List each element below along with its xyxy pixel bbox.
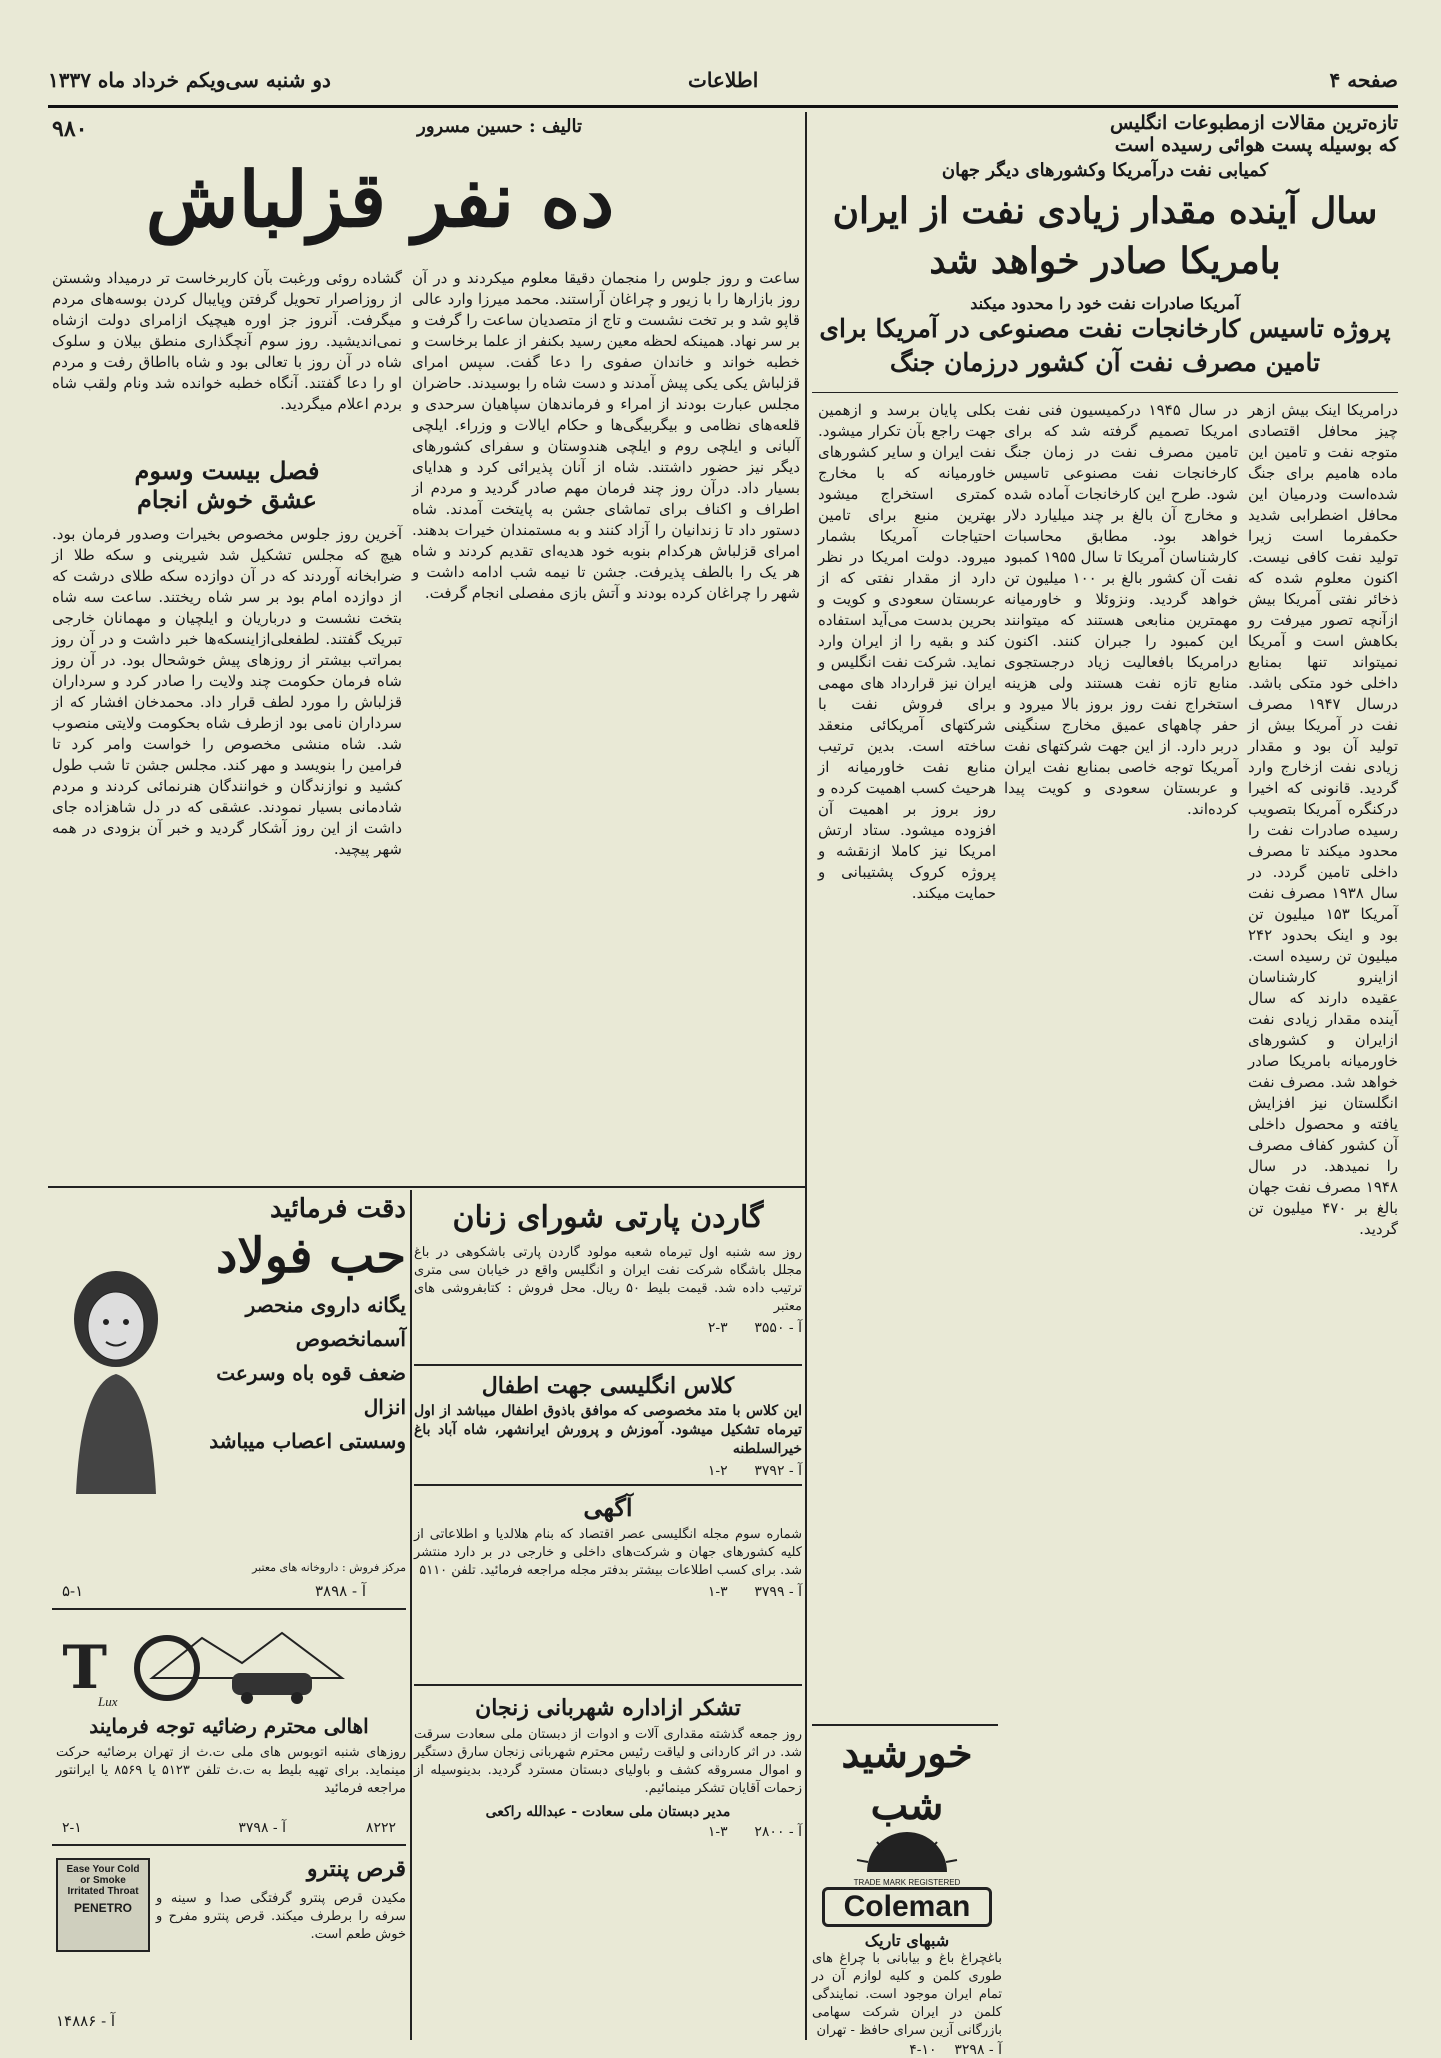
coleman-body: باغچراغ باغ و بیابانی با چراغ های طوری کلمن و کلیه لوازم آن در تمام ایران موجود است. نمایندگی کلمن در ایران شرکت سهامی بازرگانی آزین سرای حافظ - تهران xyxy=(812,1951,1002,2038)
kicker-line-2: که بوسیله پست هوائی رسیده است xyxy=(1114,134,1398,156)
pill-ad-footer: مرکز فروش : داروخانه های معتبر xyxy=(252,1561,406,1574)
tc-title: اهالی محترم رضائیه توجه فرمایند xyxy=(89,1714,369,1738)
ad-divider xyxy=(414,1684,802,1686)
story-column-right: ساعت و روز جلوس را منجمان دقیقا معلوم میکردند و در آن روز بازارها را با زیور و چراغان آراستند. محمد میرزا وارد عالی قاپو شد و بر تخت نشست و تاج از متصدیان ساعت را گرفت و بر سر نهاد. همینکه لحظه معین رسید بکنفر از علما برخاست و خطبه خواند و خاندان صفوی را دعا گفت. سپس امرای قزلباش یکی یکی پیش آمدند و دست شاه را بوسیدند. حاضران مجلس عبارت بودند از امراء و فرماندهان سپاهیان سرحدی و قلعه‌های نظامی و بیگربیگی‌ها و حکام ایالات و وزراء. ایلچی آلبانی و ایلچی روم و ایلچی هندوستان و سفرای کشورهای دیگر نیز حضور داشتند. شاه از آنان پذیرائی کرد و هدایای بسیار داد. درآن روز چند فرمان مهم صادر گردید و مردم از اطراف و اکناف برای تماشای جشن به پایتخت آمدند. شاه دستور داد تا زندانیان را آزاد کنند و به مستمندان خیرات بدهند. امرای قزلباش هرکدام بنوبه خود هدیه‌ای تقدیم کردند و شاه هر یک را بالطف پذیرفت. جشن تا نیمه شب ادامه داشت و شهر را چراغان کرده بودند و آتش بازی مفصلی انجام گرفت. xyxy=(412,269,800,602)
tc-bus-ad xyxy=(52,1614,406,1840)
article-column-1: درامریکا اینک بیش ازهر چیز محافل اقتصادی متوجه نفت و تامین این ماده هامیم برای جنگ شده‌است ودرمیان این محافل اضطرابی شدید حکمفرما است زیرا تولید نفت کافی نیست. اکنون معلوم شده که ذخائر نفتی آمریکا بیش ازآنچه تصور میرفت رو بکاهش است و آمریکا نمیتواند تنها بمنابع داخلی خود متکی باشد. درسال ۱۹۴۷ مصرف نفت در آمریکا بیش از تولید آن بود و مقدار زیادی نفت ازخارج وارد گردید. قانونی که اخیرا درکنگره آمریکا بتصویب رسیده صادرات نفت را محدود میکند تا مصرف داخلی تامین گردد. در سال ۱۹۳۸ مصرف نفت آمریکا ۱۵۳ میلیون تن بود و اینک بحدود ۲۴۲ میلیون تن رسیده است. ازاینرو کارشناسان عقیده دارند که سال آینده مقدار زیادی نفت ازایران و کشورهای خاورمیانه بامریکا صادر خواهد شد. مصرف نفت انگلستان نیز افزایش یافته و محصول داخلی آن کشور کفاف مصرف را نمیدهد. در سال ۱۹۴۸ مصرف نفت جهان بالغ بر ۴۷۰ میلیون تن گردید. xyxy=(1248,401,1399,1238)
svg-text:T: T xyxy=(62,1633,107,1703)
garden-party-ref: آ - ۳۵۵۰ xyxy=(754,1320,802,1336)
sunburst-icon xyxy=(812,1834,1002,1878)
notice-ad xyxy=(414,1490,802,1682)
ad-divider xyxy=(52,1844,406,1846)
column-divider xyxy=(410,1190,412,2040)
headline-line-2: بامریکا صادر خواهد شد xyxy=(929,240,1281,282)
deck-line-3: تامین مصرف نفت آن کشور درزمان جنگ xyxy=(889,348,1321,377)
pill-ad-ref: آ - ۳۸۹۸ xyxy=(314,1582,366,1600)
ad-divider xyxy=(52,1608,406,1610)
notice-ref: آ - ۳۷۹۹ xyxy=(754,1584,802,1600)
deck-line-2: پروژه تاسیس کارخانجات نفت مصنوعی در آمریکا برای xyxy=(819,314,1391,343)
english-class-body: این کلاس با متد مخصوصی که موافق باذوق اطفال میباشد از اول تیرماه تشکیل میشود. آموزش و پرورش ایرانشهر، شاه آباد باغ خیرالسلطنه xyxy=(414,1403,802,1457)
tc-brand: Lux xyxy=(98,1694,118,1709)
article-headline xyxy=(812,186,1398,296)
thanks-title: تشکر ازاداره شهربانی زنجان xyxy=(475,1695,741,1721)
section-title: فصل بیست وسوم xyxy=(134,456,320,485)
paper-name: اطلاعات xyxy=(688,68,759,92)
section-subtitle: عشق خوش انجام xyxy=(137,485,317,514)
page-header xyxy=(48,60,1398,108)
story-number: ۹۸۰ xyxy=(52,116,88,142)
story-title xyxy=(100,150,660,260)
thanks-ad xyxy=(414,1690,802,2040)
garden-party-ref-line xyxy=(414,1320,802,1336)
english-class-code: ۲-۱ xyxy=(707,1463,728,1479)
coleman-subtitle: شبهای تاریک xyxy=(864,1931,950,1950)
pill-ad-line-2: ضعف قوه باه وسرعت انزال xyxy=(216,1361,406,1419)
english-class-ref: آ - ۳۷۹۲ xyxy=(754,1463,802,1479)
pill-ad-line-3: وسستی اعصاب میباشد xyxy=(209,1429,406,1453)
article-column-2: در سال ۱۹۴۵ درکمیسیون فنی نفت امریکا تصمیم گرفته شد که برای تامین مصرف نفت در زمان جنگ کارخانجات نفت مصنوعی تاسیس شود. طرح این کارخانجات آماده شده و مخارج آن بالغ بر چند میلیارد دلار خواهد بود. مطابق محاسبات کارشناسان آمریکا تا سال ۱۹۵۵ کمبود نفت آن کشور بالغ بر ۱۰۰ میلیون تن خواهد گردید. ونزوئلا و خاورمیانه مهمترین منابعی هستند که میتوانند این کمبود را جبران کنند. اکنون درامریکا بافعالیت زیاد درجستجوی منابع تازه نفت هستند ولی هزینه استخراج نفت روز بروز بالا میرود و حفر چاههای عمیق مخارج سنگینی دربر دارد. از این جهت شرکتهای نفت آمریکا توجه خاصی بمنابع نفت ایران و عربستان سعودی و کویت پیدا کرده‌اند. xyxy=(1004,401,1238,818)
tc-body: روزهای شنبه اتوبوس های ملی ت.ث از تهران برضائیه حرکت مینماید. برای تهیه بلیط به ت.ث تلفن ۵۱۲۳ یا ۸۵۶۹ یا ایرانتور مراجعه فرمائید xyxy=(56,1745,406,1796)
subkicker-text: کمیابی نفت درآمریکا وکشورهای دیگر جهان xyxy=(941,160,1269,181)
tc-logo-illustration xyxy=(62,1618,372,1708)
story-byline xyxy=(52,112,802,148)
coleman-logo: Coleman xyxy=(822,1887,992,1927)
coleman-ref-line xyxy=(812,2042,1002,2058)
kicker-line-1: تازه‌ترین مقالات ازمطبوعات انگلیس xyxy=(1110,112,1398,134)
story-author: تالیف : حسین مسرور xyxy=(417,116,582,137)
notice-body: شماره سوم مجله انگلیسی عصر اقتصاد که بنام هلالدیا و اطلاعاتی از کلیه کشورهای جهان و شرکت‌های داخلی و خارجی در بر دارد منتشر شد. برای کسب اطلاعات بیشتر بدفتر مجله مراجعه فرمائید. تلفن ۵۱۱۰ xyxy=(414,1527,802,1578)
garden-party-body: روز سه شنبه اول تیرماه شعبه مولود گاردن پارتی باشکوهی در باغ مجلل باشگاه شرکت نفت ایران و انگلیس واقع در خیابان سی متری ترتیب داده شد. قیمت بلیط ۵۰ ریال. محل فروش : کتابفروشی های معتبر xyxy=(414,1245,802,1314)
english-class-ad xyxy=(414,1370,802,1482)
thanks-signature: مدیر دبستان ملی سعادت - عبدالله راکعی xyxy=(485,1804,731,1820)
article-column-3: بکلی پایان برسد و ازهمین جهت راجع بآن تکرار میشود. نفت ایران و سایر کشورهای خاورمیانه که با مخارج کمتری استخراج میشود بهترین منبع برای تامین احتیاجات آمریکا بشمار میرود. دولت امریکا در نظر دارد از مقدار نفتی که از عربستان سعودی و کویت و بحرین بدست می‌آید استفاده کند و بقیه را از ایران وارد نماید. شرکت نفت انگلیس و ایران نیز قرارداد های مهمی برای فروش نفت با شرکتهای آمریکائی منعقد ساخته است. بدین ترتیب منابع نفت خاورمیانه از هرحیث کسب اهمیت کرده و روز بروز بر اهمیت آن افزوده میشود. ستاد ارتش امریکا نیز کاملا ازنقشه و پروژه کروک پشتیبانی و حمایت میکند. xyxy=(818,401,996,902)
tc-code: ۲-۱ xyxy=(62,1820,82,1836)
pill-ad-code: ۵-۱ xyxy=(62,1582,84,1600)
notice-title: آگهی xyxy=(583,1493,633,1522)
woman-portrait-illustration xyxy=(56,1264,176,1494)
deck-line-1: آمریکا صادرات نفت خود را محدود میکند xyxy=(970,294,1240,313)
throat-ref: آ - ۱۴۸۸۶ xyxy=(56,2012,116,2030)
thanks-ref-line xyxy=(414,1824,802,1840)
pill-ad-line-1: یگانه داروی منحصر آسمانخصوص xyxy=(245,1293,406,1351)
penetro-package-illustration xyxy=(56,1858,150,1952)
garden-party-title: گاردن پارتی شورای زنان xyxy=(452,1200,764,1235)
column-divider xyxy=(805,112,807,2040)
issue-date: دو شنبه سی‌ویکم خرداد ماه ۱۳۳۷ xyxy=(48,68,331,92)
thanks-code: ۳-۱ xyxy=(707,1824,728,1840)
coleman-tagline: TRADE MARK REGISTERED xyxy=(853,1878,961,1887)
coleman-ref: آ - ۳۲۹۸ xyxy=(954,2042,1002,2058)
english-class-ref-line xyxy=(414,1463,802,1479)
page-number: صفحه ۴ xyxy=(1329,68,1398,92)
story-column-left xyxy=(52,268,402,1178)
penetro-package-brand: PENETRO xyxy=(73,1901,132,1915)
story-column-left-top: گشاده روئی ورغبت بآن کاربرخاست تر درمیداد وشستن از روزاصرار تحویل گرفتن وپایبال کردن بوسه‌های مردم میگرفت. آنروز جز اوره هیچیک ازامرای دولت ازشاه نمی‌اندیشید. روز سوم آنچگذاری منطق بیلان و سلوک شاه در آن روز با تعالی بود و شاه بااطاق رفت و مردم او را دعا گفتند. آنگاه خطبه خوانده شد ونام ولقب شاه بردم اعلام میگردید. xyxy=(52,269,402,413)
coleman-code: ۱۰-۴ xyxy=(909,2042,937,2058)
notice-ref-line xyxy=(414,1584,802,1600)
story-title-text: ده نفر قزلباش xyxy=(145,155,615,244)
ad-divider xyxy=(414,1484,802,1486)
pill-ad-title: حب فولاد xyxy=(215,1228,406,1284)
section-divider xyxy=(48,1186,805,1188)
garden-party-ad xyxy=(414,1192,802,1362)
coleman-ad xyxy=(812,1728,1002,2058)
garden-party-code: ۳-۲ xyxy=(707,1320,728,1336)
tc-ref: آ - ۳۷۹۸ xyxy=(238,1820,286,1836)
deck-divider xyxy=(812,392,1398,393)
coleman-title: خورشید شب xyxy=(841,1730,973,1829)
thanks-ref: آ - ۲۸۰۰ xyxy=(754,1824,802,1840)
penetro-package-text: Ease Your Cold or Smoke Irritated Throat xyxy=(66,1864,140,1897)
throat-lozenge-ad xyxy=(52,1850,406,2040)
thanks-body: روز جمعه گذشته مقداری آلات و ادوات از دبستان ملی سعادت سرقت شد. در اثر کاردانی و لیاقت رئیس محترم شهربانی زنجان سارق دستگیر و اموال مسروقه کشف و باولیای دبستان مسترد گردید. بدینوسیله از زحمات آقایان تشکر مینمائیم. xyxy=(414,1727,802,1796)
story-column-left-bottom: آخرین روز جلوس مخصوص بخیرات وصدور فرمان بود. هیچ که مجلس تشکیل شد شیرینی و سکه طلا از ضرابخانه آوردند که در آن دوازده سکه طلای درشت که از دوازده امام بود بر سر شاه ریختند. ساعت سه شاه بتخت نشست و درباریان و ایلچیان و مهمانان خارجی تبریک گفتند. لطفعلی‌ازاینسکه‌ها خبر داشت و در آن روز بمراتب بیشتر از روزهای پیش خوشحال بود. در آن روز شاه فرمان حکومت چند ولایت را صادر کرد و سرداران قزلباش را مورد لطف قرار داد. محمدخان افشار که از سرداران نامی بود ازطرف شاه بحکومت ولایتی منصوب شد. شاه منشی مخصوص را خواست وامر کرد تا فرامین را بنویسد و مهر کند. مجلس جشن تا شب طول کشید و نوازندگان و خوانندگان هنرنمائی کردند و مردم شادمانی بسیار نمودند. عشقی که در دل شاهزاده جای داشت از این روز آشکار گردید و خبر آن بزودی در همه شهر پیچید. xyxy=(52,525,402,858)
pill-ad-lead: دقت فرمائید xyxy=(270,1194,406,1224)
throat-title: قرص پنترو xyxy=(306,1856,406,1882)
ad-divider xyxy=(414,1364,802,1366)
notice-code: ۳-۱ xyxy=(707,1584,728,1600)
ad-divider xyxy=(812,1724,998,1726)
headline-line-1: سال آینده مقدار زیادی نفت از ایران xyxy=(832,190,1378,232)
tc-phone: ۸۲۲۲ xyxy=(365,1820,396,1836)
article-deck-2 xyxy=(812,312,1398,392)
article-subkicker xyxy=(812,160,1398,188)
pill-ad xyxy=(52,1194,406,1604)
throat-body: مکیدن قرص پنترو گرفتگی صدا و سینه و سرفه را برطرف میکند. قرص پنترو مفرح و خوش طعم است. xyxy=(156,1891,406,1942)
english-class-title: کلاس انگلیسی جهت اطفال xyxy=(481,1373,735,1399)
